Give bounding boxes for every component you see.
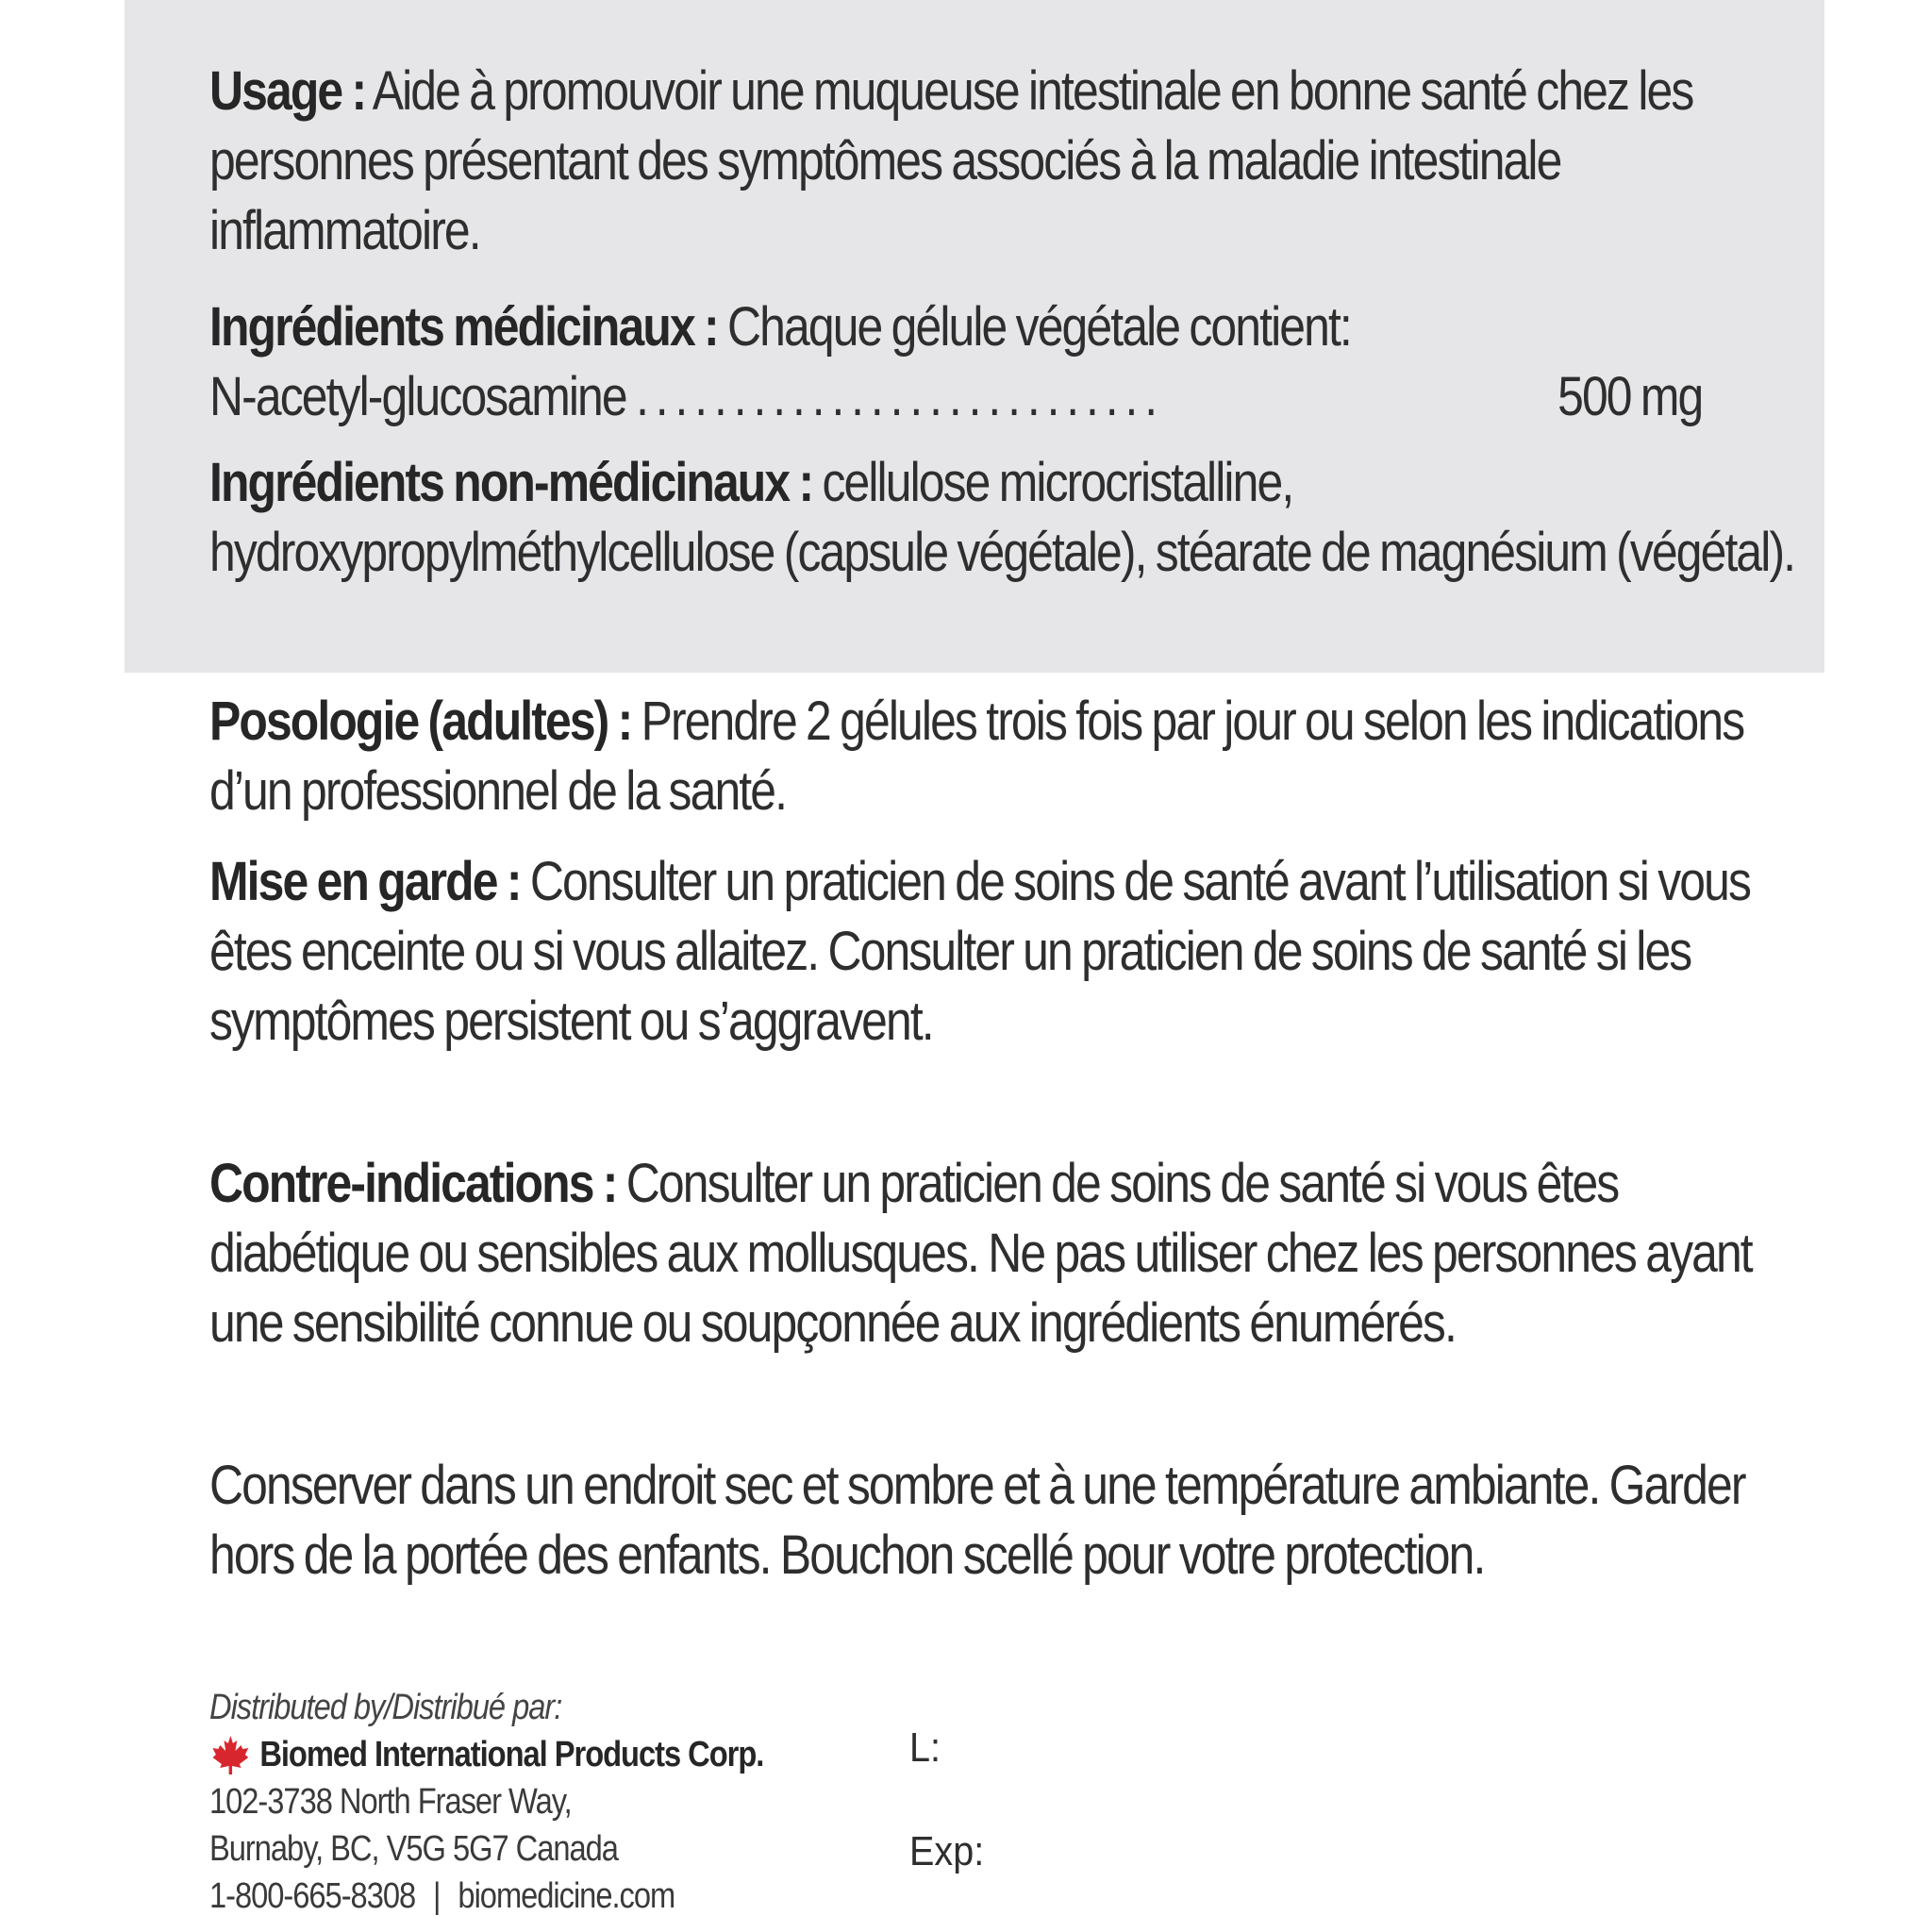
storage-text: Conserver dans un endroit sec et sombre et à une température ambiante. Garder hors de la portée des enfants. Bouchon scellé pour votre protection. xyxy=(209,1455,1745,1586)
contraindications-label: Contre-indications : xyxy=(209,1153,617,1214)
warning-section xyxy=(209,847,1816,1057)
dosage-section xyxy=(209,687,1816,826)
company-name: Biomed International Products Corp. xyxy=(259,1735,764,1774)
lot-label: L: xyxy=(909,1724,941,1771)
ingredient-name: N-acetyl-glucosamine xyxy=(209,366,626,427)
ingredient-row xyxy=(209,362,1702,432)
usage-label: Usage : xyxy=(209,60,366,122)
contraindications-section xyxy=(209,1149,1816,1358)
contraindications-text: Consulter un praticien de soins de santé si vous êtes diabétique ou sensibles aux mollusques. Ne pas utiliser chez les personnes ayant une sensibilité connue ou soupçonnée aux ingrédients énumérés. xyxy=(209,1153,1752,1354)
usage-text: Aide à promouvoir une muqueuse intestinale en bonne santé chez les personnes présentant des symptômes associés à la maladie intestinale inflammatoire. xyxy=(209,60,1693,261)
storage-section xyxy=(209,1451,1816,1591)
company-row xyxy=(209,1731,1183,1778)
contact-line xyxy=(209,1873,1183,1920)
distributor-footer xyxy=(209,1684,1341,1920)
non-medicinal-text: cellulose microcristalline, hydroxypropylméthylcellulose (capsule végétale), stéarate de magnésium (végétal). xyxy=(209,452,1795,583)
phone-number: 1-800-665-8308 xyxy=(209,1876,416,1916)
warning-text: Consulter un praticien de soins de santé avant l’utilisation si vous êtes enceinte ou si vous allaitez. Consulter un praticien de soins de santé si les symptômes persistent ou s’aggravent. xyxy=(209,851,1751,1052)
medicinal-ingredients-section xyxy=(209,292,1816,432)
address-line-1: 102-3738 North Fraser Way, xyxy=(209,1782,572,1822)
ingredient-leader-dots: ........................... xyxy=(636,366,1165,427)
medicinal-label: Ingrédients médicinaux : xyxy=(209,296,718,358)
usage-section xyxy=(209,57,1816,266)
medicinal-text: Chaque gélule végétale contient: xyxy=(727,296,1351,358)
website-link[interactable]: biomedicine.com xyxy=(458,1876,675,1916)
warning-label: Mise en garde : xyxy=(209,851,521,912)
expiry-label: Exp: xyxy=(909,1828,985,1874)
contact-separator: | xyxy=(433,1876,441,1916)
distributed-by-label: Distributed by/Distribué par: xyxy=(209,1688,562,1727)
non-medicinal-label: Ingrédients non-médicinaux : xyxy=(209,452,813,513)
ingredient-dose: 500 mg xyxy=(1557,366,1703,427)
dosage-text: Prendre 2 gélules trois fois par jour ou selon les indications d’un professionnel de la santé. xyxy=(209,691,1744,822)
maple-leaf-icon xyxy=(209,1734,252,1775)
dosage-label: Posologie (adultes) : xyxy=(209,691,632,752)
non-medicinal-ingredients-section xyxy=(209,448,1816,588)
address-line-2: Burnaby, BC, V5G 5G7 Canada xyxy=(209,1829,618,1869)
